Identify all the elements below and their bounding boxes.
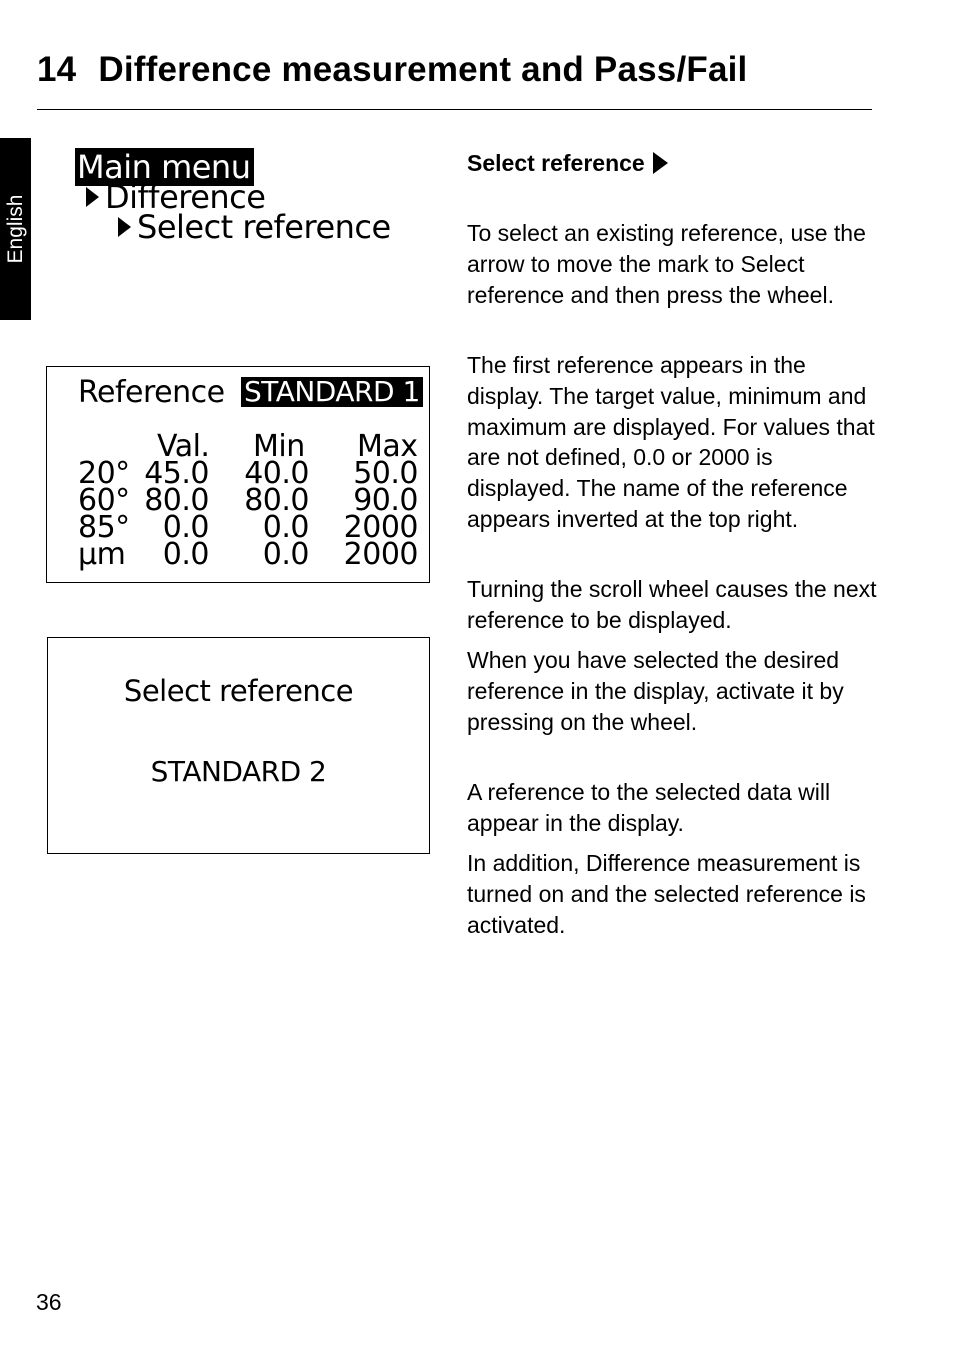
row-min: 0.0 xyxy=(262,537,309,572)
column-header-min: Min xyxy=(253,429,305,464)
row-min: 40.0 xyxy=(244,456,309,491)
section-heading xyxy=(467,150,674,177)
select-reference-display xyxy=(47,637,430,854)
section-heading-label: Select reference xyxy=(467,150,645,176)
row-val: 45.0 xyxy=(144,456,209,491)
row-max: 90.0 xyxy=(353,483,418,518)
menu-select-reference-label: Select reference xyxy=(137,208,391,246)
body-paragraph: The first reference appears in the display. The target value, minimum and maximum are displayed. For values that are not defined, 0.0 or 2000 is displayed. The name of the reference appears inverted at the top right. xyxy=(467,352,875,532)
triangle-right-icon xyxy=(118,217,131,237)
chapter-number: 14 xyxy=(37,50,77,89)
body-paragraph: In addition, Difference measurement is turned on and the selected reference is activated. xyxy=(467,850,866,938)
row-val: 0.0 xyxy=(162,510,209,545)
row-label: 20° xyxy=(78,456,130,491)
row-label: 60° xyxy=(78,483,130,518)
body-paragraph: When you have selected the desired reference in the display, activate it by pressing on the wheel. xyxy=(467,647,844,735)
menu-path-select-reference xyxy=(118,210,391,244)
select-reference-display-title: Select reference xyxy=(123,674,354,708)
page-number: 36 xyxy=(36,1289,62,1315)
reference-name-inverted: STANDARD 1 xyxy=(241,377,423,407)
body-paragraph: Turning the scroll wheel causes the next reference to be displayed. xyxy=(467,576,877,633)
column-header-max: Max xyxy=(357,429,418,464)
body-paragraph: A reference to the selected data will appear in the display. xyxy=(467,779,831,836)
language-tab xyxy=(0,138,31,320)
triangle-right-icon xyxy=(653,152,668,174)
language-tab-label: English xyxy=(3,194,27,264)
chapter-title: Difference measurement and Pass/Fail xyxy=(98,50,748,89)
row-min: 0.0 xyxy=(262,510,309,545)
row-min: 80.0 xyxy=(244,483,309,518)
row-val: 80.0 xyxy=(144,483,209,518)
row-max: 2000 xyxy=(343,537,418,572)
body-paragraph: To select an existing reference, use the arrow to move the mark to Select reference and then press the wheel. xyxy=(467,220,866,308)
reference-display xyxy=(46,366,430,583)
triangle-right-icon xyxy=(86,187,99,207)
column-header-val: Val. xyxy=(157,429,210,464)
select-reference-display-value: STANDARD 2 xyxy=(150,755,327,788)
row-max: 2000 xyxy=(343,510,418,545)
row-label: µm xyxy=(78,537,126,572)
menu-main-label: Main menu xyxy=(75,148,254,186)
row-max: 50.0 xyxy=(353,456,418,491)
row-label: 85° xyxy=(78,510,130,545)
row-val: 0.0 xyxy=(162,537,209,572)
title-divider xyxy=(37,109,872,110)
reference-label: Reference xyxy=(78,375,225,410)
page-title xyxy=(37,50,747,90)
menu-difference-label: Difference xyxy=(105,178,266,216)
